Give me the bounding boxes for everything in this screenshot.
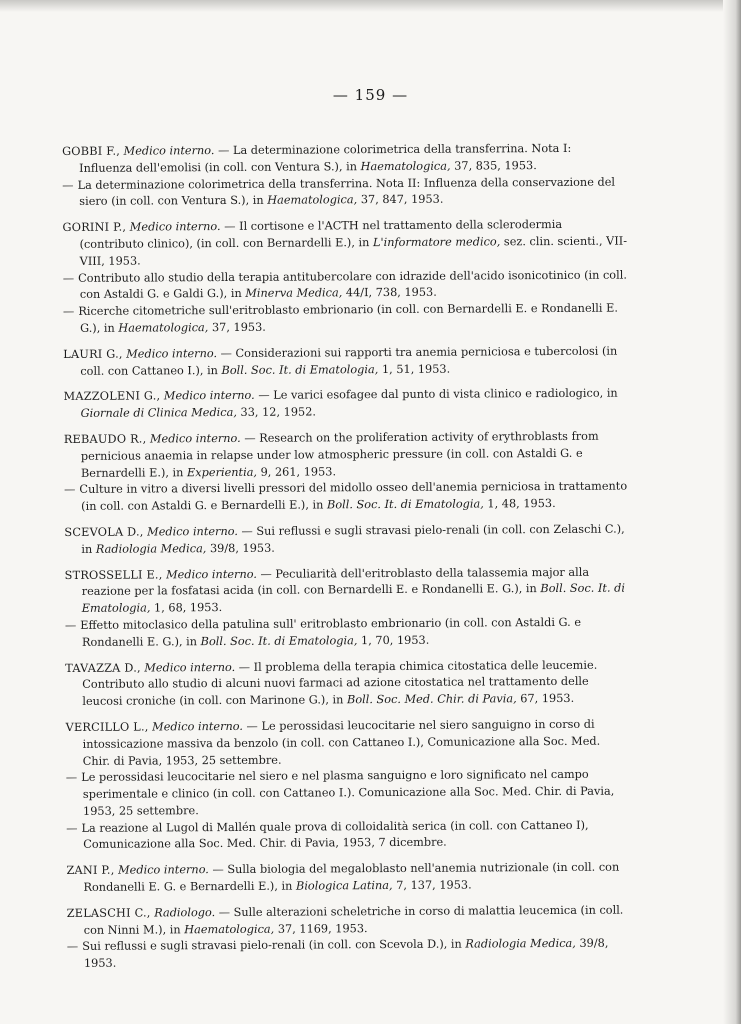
publication-ref: 37, 835, 1953. [450,158,537,173]
publication-ref: 1, 51, 1953. [378,362,451,376]
author-entry [63,386,628,423]
publication-item [63,301,628,338]
publication-ref: 39/8, 1953. [206,541,275,555]
publication-item [66,860,631,897]
publication-item [67,936,632,973]
publication-item [66,817,631,854]
author-name: STROSSELLI E., [64,567,163,582]
scan-edge-top [0,0,741,12]
publication-text: — Peculiarità dell'eritroblasto della talassemia major alla reazione per la fosfatasi acida (in coll. con Bernardelli E. e Rondanelli E. G.), in [81,565,590,599]
publication-ref: 1, 48, 1953. [483,497,556,511]
author-name: GOBBI F., [62,144,121,158]
list-dash: — [62,305,75,319]
publication-ref: 33, 12, 1952. [236,405,317,420]
publication-text: — La determinazione colorimetrica della transferrina. Nota I: Influenza dell'emolisi (in coll. con Ventura S.), in [79,141,572,175]
publication-ref: sez. clin. scienti., VII-VIII, 1953. [79,234,628,268]
publication-text: Effetto mitoclasico della patulina sull' eritroblasto embrionario (in coll. con Astaldi G. e Rondanelli E. G.), in [80,615,582,649]
author-entry [66,716,632,854]
publication-ref: 37, 847, 1953. [357,193,444,207]
scan-edge-right [723,0,741,1024]
publication-text: Contributo allo studio della terapia antitubercolare con idrazide dell'acido isonicotinico (in coll. con Astaldi G. e Galdi G.), in [78,268,627,302]
journal-title: Haematologica, [360,159,451,173]
publication-text: Sui reflussi e sugli stravasi pielo-renali (in coll. con Scevola D.), in [82,938,466,954]
publication-text: — Research on the proliferation activity of erythroblasts from pernicious anaemia in relapse under low atmospheric pressure (in coll. con Astaldi G. e Bernardelli E.), in [80,429,599,480]
author-name: REBAUDO R., [63,432,147,446]
author-name: GORINI P., [62,220,127,235]
author-name: MAZZOLENI G., [63,389,161,404]
list-dash: — [65,771,78,785]
journal-title: Giornale di Clinica Medica, [80,406,237,421]
journal-title: Boll. Soc. It. di Ematologia, [81,581,626,616]
author-entry [62,217,628,338]
journal-title: Radiologia Medica, [465,937,576,952]
list-dash: — [62,178,74,192]
author-role: Medico interno. [123,144,215,158]
bibliography-list [62,141,632,982]
author-entry [65,564,631,651]
journal-title: L'informatore medico, [372,235,501,250]
author-role: Medico interno. [152,719,243,734]
publication-item [62,141,627,178]
author-role: Medico interno. [129,220,221,234]
journal-title: Boll. Soc. It. di Ematologia, [221,362,379,377]
author-entry [66,860,631,897]
journal-title: Minerva Medica, [245,286,343,301]
publication-item [63,343,628,380]
publication-ref: 1, 70, 1953. [357,633,430,647]
author-entry [62,141,627,212]
author-name: TAVAZZA D., [65,661,141,675]
author-name: SCEVOLA D., [64,525,144,539]
author-role: Medico interno. [126,346,218,361]
publication-text: — Sulle alterazioni scheletriche in corso di malattia leucemica (in coll. con Ninni M.), in [83,903,624,937]
publication-ref: 1, 68, 1953. [150,601,223,615]
publication-item [66,716,631,770]
author-entry [64,428,630,515]
author-name: ZANI P., [66,863,115,878]
publication-item [65,657,630,711]
author-entry [65,657,630,711]
journal-title: Radiologia Medica, [95,541,207,556]
publication-text: La reazione al Lugol di Mallén quale prova di colloidalità serica (in coll. con Cattaneo I), Comunicazione alla Soc. Med. Chir. di Pavia, 1953, 7 dicembre. [81,818,589,852]
publication-text: — Sulla biologia del megaloblasto nell'anemia nutrizionale (in coll. con Rondanelli E. G. e Bernardelli E.), in [83,860,620,894]
list-dash: — [64,618,77,632]
journal-title: Biologica Latina, [295,879,393,893]
publication-item [64,428,629,482]
author-role: Medico interno. [144,660,236,675]
publication-item [65,564,630,618]
author-name: LAURI G., [63,347,123,361]
publication-ref: 67, 1953. [516,691,575,706]
journal-title: Boll. Soc. It. di Ematologia, [326,497,484,512]
publication-ref: 9, 261, 1953. [256,464,337,479]
publication-item [62,217,627,271]
publication-item [66,767,631,821]
publication-text: Ricerche citometriche sull'eritroblasto embrionario (in coll. con Bernardelli E. e Rondanelli E. G.), in [78,301,618,335]
publication-text: — Il cortisone e l'ACTH nel trattamento della sclerodermia (contributo clinico), (in coll. con Bernardelli E.), in [79,218,563,251]
author-role: Medico interno. [163,389,255,403]
publication-ref: 7, 137, 1953. [392,878,472,893]
publication-text: — Sui reflussi e sugli stravasi pielo-renali (in coll. con Zelaschi C.), in [81,522,625,556]
author-role: Medico interno. [147,524,238,539]
author-role: Medico interno. [166,567,257,581]
publication-item [62,174,627,211]
list-dash: — [62,271,75,285]
author-role: Medico interno. [118,863,209,877]
author-name: ZELASCHI C., [66,906,151,920]
journal-title: Haematologica, [267,193,358,208]
journal-title: Boll. Soc. It. di Ematologia, [200,633,358,648]
publication-item [64,521,629,558]
publication-item [67,902,632,939]
publication-text: Culture in vitro a diversi livelli pressori del midollo osseo dell'anemia perniciosa in trattamento (in coll. con Astaldi G. e Bernardelli E.), in [79,479,628,514]
publication-item [63,386,628,423]
publication-text: — Il problema della terapia chimica citostatica delle leucemie. Contributo allo studio di alcuni nuovi farmaci ad azione citostatica nel trattamento delle leucosi croniche (in coll. con Marinone G.), in [82,658,598,708]
publication-text: — Le perossidasi leucocitarie nel siero sanguigno in corso di intossicazione massiva da benzolo (in coll. con Cattaneo I.), Comunicazione alla Soc. Med. Chir. di Pavia, 1953, 25 settembre. [82,717,601,768]
publication-ref: 37, 1169, 1953. [274,921,368,936]
publication-item [63,267,628,304]
journal-title: Boll. Soc. Med. Chir. di Pavia, [346,692,517,707]
list-dash: — [64,483,76,497]
author-entry [67,902,632,973]
author-entry [64,521,629,558]
publication-item [65,614,630,651]
list-dash: — [66,940,79,954]
author-role: Medico interno. [149,431,241,446]
publication-text: Le perossidasi leucocitarie nel siero e nel plasma sanguigno e loro significato nel campo sperimentale e clinico (in coll. con Cattaneo I.). Comunicazione alla Soc. Med. Chir. di Pavia, 1953, 25 settembre. [81,768,615,818]
publication-text: — Le varici esofagee dal punto di vista clinico e radiologico, in [258,386,618,403]
publication-item [64,479,629,516]
journal-title: Haematologica, [118,321,209,335]
publication-text: — Considerazioni sui rapporti tra anemia perniciosa e tubercolosi (in coll. con Cattaneo I.), in [80,344,618,378]
list-dash: — [66,821,78,835]
publication-ref: 37, 1953. [208,320,266,335]
publication-ref: 44/I, 738, 1953. [342,286,437,300]
publication-text: La determinazione colorimetrica della transferrina. Nota II: Influenza della conservazione del siero (in coll. con Ventura S.), in [77,175,616,209]
author-entry [63,343,628,380]
author-role: Radiologo. [154,905,216,920]
journal-title: Haematologica, [184,922,275,936]
author-name: VERCILLO L., [65,720,149,734]
journal-title: Experientia, [186,465,258,479]
page-number: — 159 — [332,86,409,104]
publication-ref: 39/8, 1953. [83,937,609,971]
